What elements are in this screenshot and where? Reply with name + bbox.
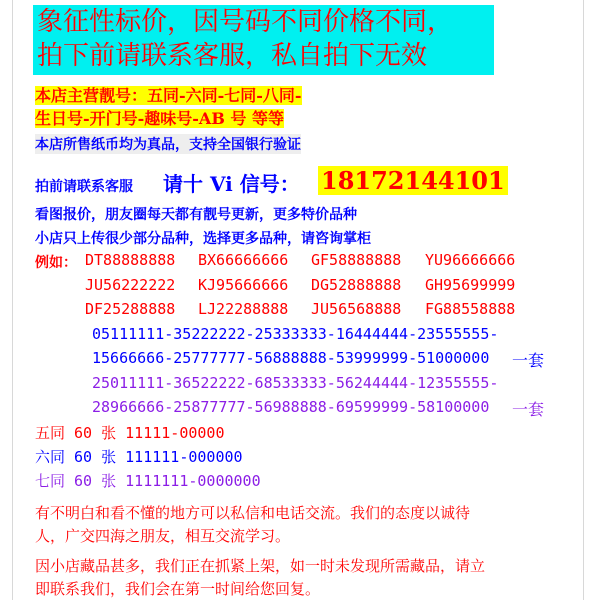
bundle-five: 五同 60 张 11111-00000 [35, 424, 225, 442]
info-line-2: 小店只上传很少部分品种，选择更多品种，请咨询掌柜 [35, 231, 371, 247]
headline-line-1: 象征性标价，因号码不同价格不同， [37, 7, 454, 37]
example-cell: YU96666666 [425, 251, 516, 269]
contact-prefix: 拍前请联系客服 [35, 179, 133, 195]
bundle-seven: 七同 60 张 1111111-0000000 [35, 472, 261, 490]
example-cell: DT88888888 [85, 251, 176, 269]
example-cell: GH95699999 [425, 276, 516, 294]
example-cell: DG52888888 [311, 276, 402, 294]
example-cell: JU56568888 [311, 300, 402, 318]
example-cell: JU56222222 [85, 276, 176, 294]
bundle-six: 六同 60 张 111111-000000 [35, 448, 243, 466]
example-cell: KJ95666666 [198, 276, 289, 294]
contact-number: 18172144101 [318, 166, 508, 195]
closing-para-1-line-2: 人，广交四海之朋友，相互交流学习。 [35, 527, 291, 545]
closing-para-2-line-2: 即联系我们，我们会在第一时间给您回复。 [35, 580, 321, 598]
example-cell: FG88558888 [425, 300, 516, 318]
closing-para-1-line-1: 有不明白和看不懂的地方可以私信和电话交流。我们的态度以诚待 [35, 504, 471, 522]
closing-para-2-line-1: 因小店藏品甚多，我们正在抓紧上架，如一时未发现所需藏品，请立 [35, 557, 486, 575]
example-cell: DF25288888 [85, 300, 176, 318]
set-purple-line-2: 28966666-25877777-56988888-69599999-58100000 [92, 398, 490, 416]
set-purple-line-1: 25011111-36522222-68533333-56244444-12355555- [92, 374, 499, 392]
example-cell: LJ22288888 [198, 300, 289, 318]
contact-label: 请十 Vi 信号： [163, 172, 300, 196]
set-blue-line-1: 05111111-35222222-25333333-16444444-23555555- [92, 325, 499, 343]
example-cell: GF58888888 [311, 251, 402, 269]
set-blue-suffix: 一套 [512, 351, 545, 370]
example-cell: BX66666666 [198, 251, 289, 269]
info-line-1: 看图报价，朋友圈每天都有靓号更新，更多特价品种 [35, 207, 357, 223]
set-purple-suffix: 一套 [512, 400, 545, 419]
headline-line-2: 拍下前请联系客服，私自拍下无效 [37, 41, 428, 71]
specialty-line-2: 生日号-开门号-趣味号-AB 号 等等 [35, 109, 285, 128]
specialty-line-1: 本店主营靓号：五同-六同-七同-八同- [35, 86, 302, 105]
genuine-note: 本店所售纸币均为真品，支持全国银行验证 [35, 134, 301, 154]
set-blue-line-2: 15666666-25777777-56888888-53999999-51000000 [92, 349, 490, 367]
examples-prefix: 例如： [35, 255, 77, 271]
